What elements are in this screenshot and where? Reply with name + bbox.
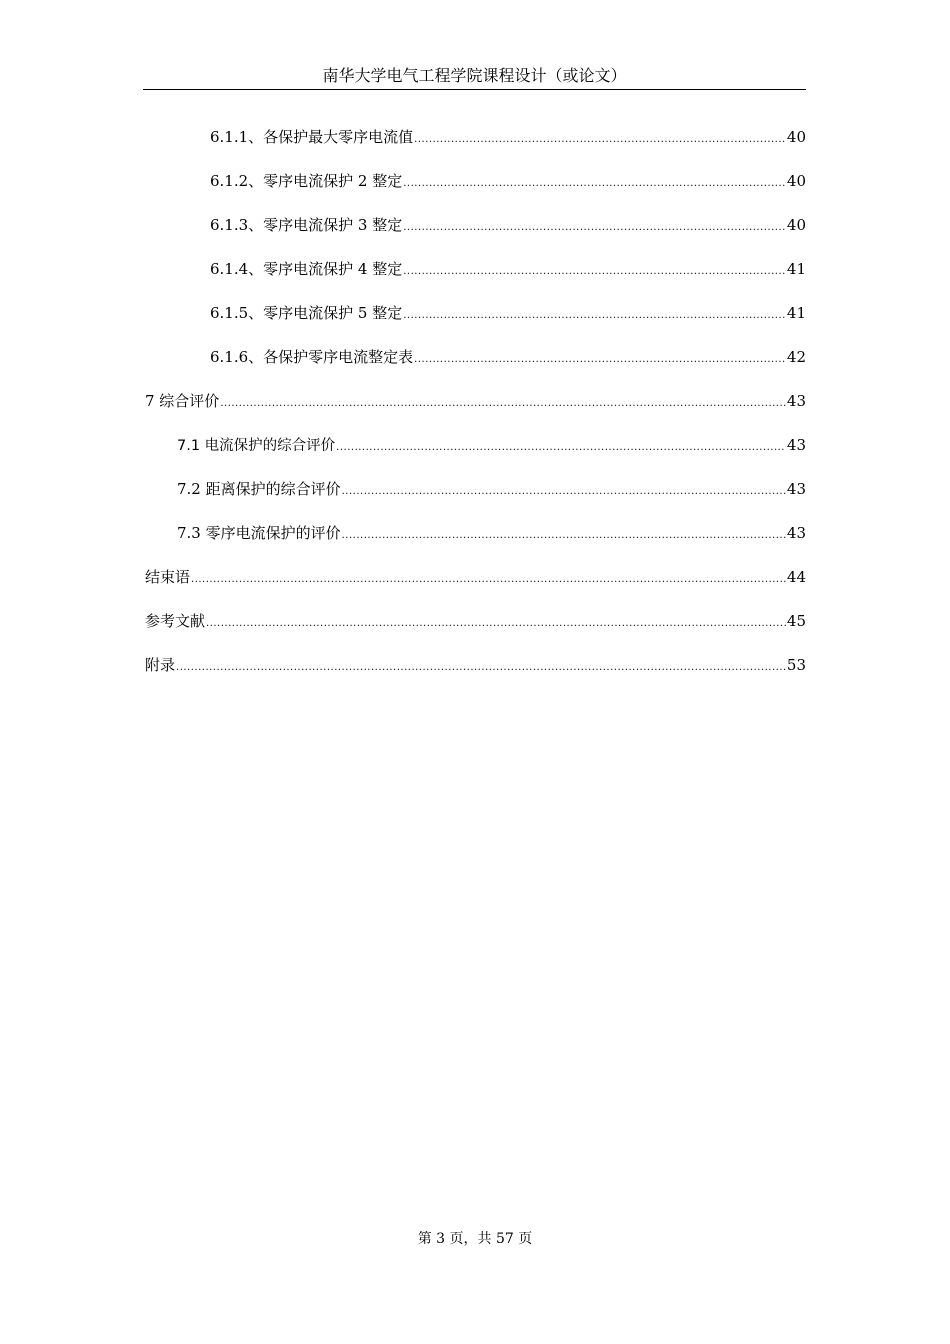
toc-entry[interactable] xyxy=(143,214,806,258)
page-header xyxy=(143,66,806,90)
toc-entry[interactable] xyxy=(143,258,806,302)
toc-entry-page: 43 xyxy=(786,480,806,498)
toc-entry-title: 6.1.5、零序电流保护 5 整定 xyxy=(210,304,403,322)
toc-entry[interactable] xyxy=(143,390,806,434)
page-number-label: 第 3 页，共 57 页 xyxy=(417,1231,533,1247)
toc-entry-title: 7.3 零序电流保护的评价 xyxy=(177,524,341,542)
toc-leader-dots xyxy=(403,261,786,283)
toc-entry-page: 40 xyxy=(786,172,806,190)
toc-entry[interactable] xyxy=(143,522,806,566)
toc-leader-dots xyxy=(403,217,786,239)
toc-entry-title: 7.2 距离保护的综合评价 xyxy=(177,480,341,498)
toc-leader-dots xyxy=(336,437,786,459)
table-of-contents xyxy=(143,126,806,698)
toc-leader-dots xyxy=(191,569,786,591)
toc-leader-dots xyxy=(176,657,786,679)
toc-leader-dots xyxy=(342,481,786,503)
toc-entry-title: 6.1.2、零序电流保护 2 整定 xyxy=(210,172,403,190)
toc-entry-title: 6.1.6、各保护零序电流整定表 xyxy=(210,348,414,366)
header-title: 南华大学电气工程学院课程设计（或论文） xyxy=(322,66,627,85)
toc-entry-page: 41 xyxy=(786,304,806,322)
toc-entry[interactable] xyxy=(143,478,806,522)
toc-entry-page: 42 xyxy=(786,348,806,366)
toc-entry[interactable] xyxy=(143,346,806,390)
toc-entry[interactable] xyxy=(143,434,806,478)
toc-entry-title: 附录 xyxy=(145,656,176,674)
toc-entry[interactable] xyxy=(143,610,806,654)
toc-entry-title: 6.1.1、各保护最大零序电流值 xyxy=(210,128,414,146)
toc-entry[interactable] xyxy=(143,126,806,170)
toc-leader-dots xyxy=(342,525,786,547)
toc-leader-dots xyxy=(414,349,786,371)
page-footer xyxy=(0,1229,950,1249)
toc-entry-page: 40 xyxy=(786,216,806,234)
toc-entry-title: 6.1.4、零序电流保护 4 整定 xyxy=(210,260,403,278)
toc-entry-page: 43 xyxy=(786,436,806,454)
toc-entry-page: 44 xyxy=(786,568,806,586)
toc-entry-title: 7.1 电流保护的综合评价 xyxy=(177,438,336,454)
toc-entry-page: 53 xyxy=(786,656,806,674)
toc-leader-dots xyxy=(403,305,786,327)
toc-entry-title: 6.1.3、零序电流保护 3 整定 xyxy=(210,216,403,234)
toc-entry-page: 40 xyxy=(786,128,806,146)
toc-leader-dots xyxy=(220,393,786,415)
toc-entry-page: 41 xyxy=(786,260,806,278)
toc-entry-page: 43 xyxy=(786,524,806,542)
toc-leader-dots xyxy=(414,129,786,151)
toc-entry-page: 45 xyxy=(786,612,806,630)
toc-leader-dots xyxy=(403,173,786,195)
toc-entry-title: 7 综合评价 xyxy=(145,392,220,410)
toc-entry[interactable] xyxy=(143,654,806,698)
toc-entry[interactable] xyxy=(143,302,806,346)
toc-leader-dots xyxy=(206,613,786,635)
toc-entry[interactable] xyxy=(143,170,806,214)
toc-entry-title: 参考文献 xyxy=(145,612,206,630)
toc-entry[interactable] xyxy=(143,566,806,610)
toc-entry-title: 结束语 xyxy=(145,568,191,586)
toc-entry-page: 43 xyxy=(786,392,806,410)
